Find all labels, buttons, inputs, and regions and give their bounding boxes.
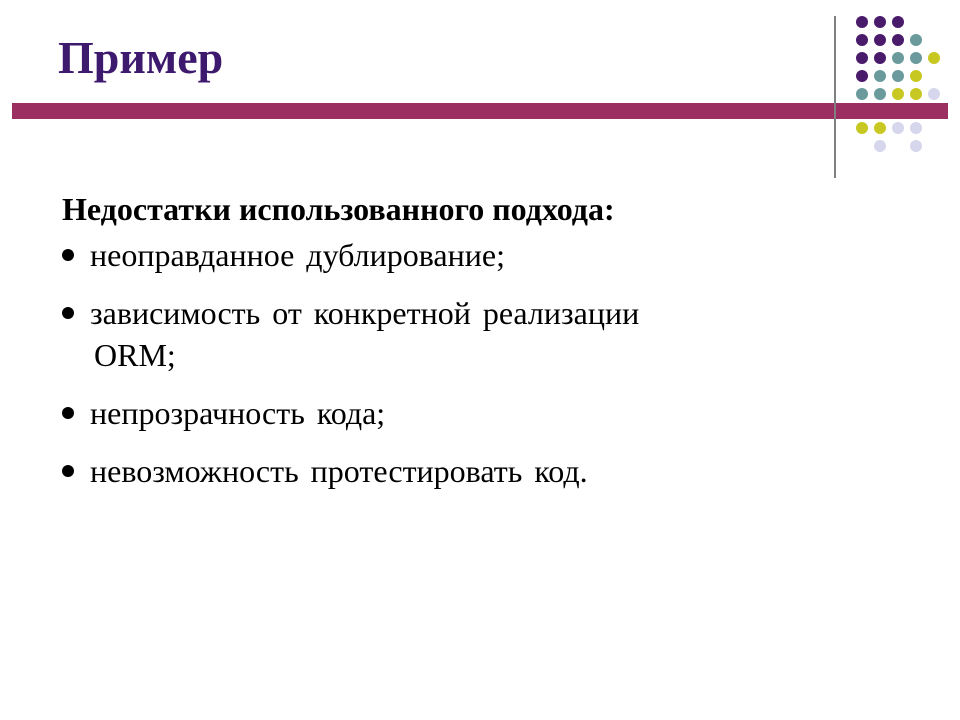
decor-dot	[856, 88, 868, 100]
bullet-icon	[62, 407, 74, 419]
decor-dot	[892, 52, 904, 64]
decor-dot	[874, 16, 886, 28]
section-heading: Недостатки использованного подхода:	[62, 191, 615, 227]
decor-dot	[856, 122, 868, 134]
decor-dot	[874, 34, 886, 46]
decor-dot	[856, 34, 868, 46]
decor-dot	[892, 16, 904, 28]
list-item	[62, 450, 822, 492]
list-item	[62, 292, 822, 376]
decor-dot	[910, 122, 922, 134]
decor-dot	[928, 88, 940, 100]
decor-dot	[910, 34, 922, 46]
decor-dot	[928, 52, 940, 64]
bullet-icon	[62, 465, 74, 477]
vertical-divider	[834, 16, 836, 178]
bullet-list	[62, 234, 822, 492]
list-item-text: неоправданное дублирование;	[90, 237, 505, 274]
decor-dot	[856, 52, 868, 64]
decor-dot	[856, 16, 868, 28]
bullet-icon	[62, 249, 74, 261]
list-item-text-continuation: ORM;	[94, 337, 176, 374]
decor-dot	[910, 140, 922, 152]
list-item-text: невозможность протестировать код.	[90, 453, 588, 490]
decor-dot	[874, 70, 886, 82]
decor-dot	[874, 122, 886, 134]
list-item	[62, 392, 822, 434]
bullet-icon	[62, 307, 74, 319]
decor-dot	[892, 34, 904, 46]
decor-dot	[874, 140, 886, 152]
decor-dot	[910, 70, 922, 82]
decor-dot	[892, 122, 904, 134]
slide-title: Пример	[58, 32, 224, 83]
list-item-text: зависимость от конкретной реализации	[90, 295, 640, 332]
decor-dot	[892, 70, 904, 82]
decor-dot	[856, 70, 868, 82]
decor-dot	[910, 88, 922, 100]
list-item-text: непрозрачность кода;	[90, 395, 386, 432]
decor-dot	[874, 52, 886, 64]
decor-dot	[892, 88, 904, 100]
decor-dot	[910, 52, 922, 64]
title-underline-bar	[12, 103, 948, 119]
slide-body	[62, 190, 822, 508]
list-item	[62, 234, 822, 276]
decor-dot	[874, 88, 886, 100]
